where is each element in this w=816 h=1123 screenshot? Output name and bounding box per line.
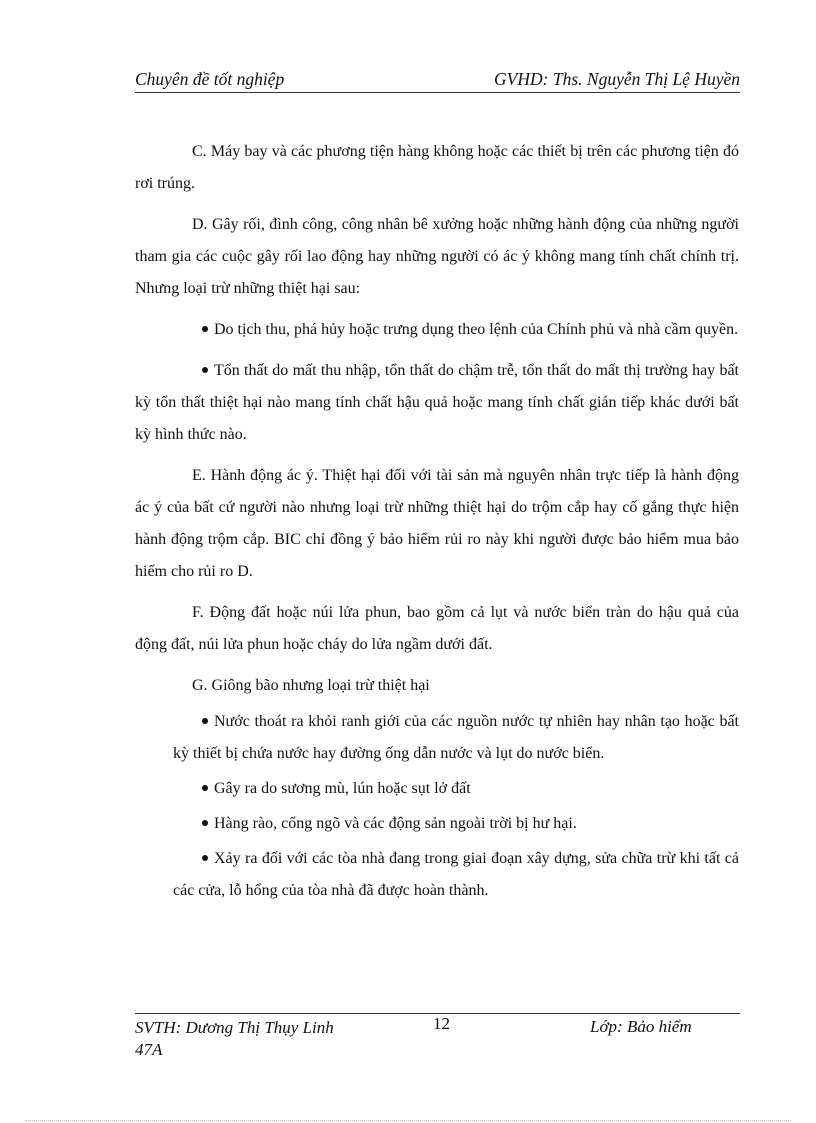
- list-item: [173, 773, 739, 805]
- bullet-text: Tổn thất do mất thu nhập, tổn thất do chậm trễ, tổn thất do mất thị trường hay bất kỳ tổn thất thiệt hại nào mang tính chất hậu quả hoặc mang tính chất gián tiếp khác dưới bất kỳ hình thức nào.: [135, 362, 739, 443]
- bullet-icon: [202, 367, 208, 373]
- bullet-icon: [202, 718, 208, 724]
- footer-student-class: 47A: [135, 1040, 163, 1059]
- page-number: 12: [433, 1014, 450, 1033]
- bullet-icon: [202, 785, 208, 791]
- list-item: [173, 843, 739, 907]
- paragraph-d: D. Gây rối, đình công, công nhân bê xưởng hoặc những hành động của những người tham gia các cuộc gây rối lao động hay những người có ác ý không mang tính chất chính trị. Nhưng loại trừ những thiệt hại sau:: [135, 216, 739, 297]
- list-item: [135, 314, 739, 346]
- bullet-icon: [202, 326, 208, 332]
- bullet-text: Do tịch thu, phá hủy hoặc trưng dụng theo lệnh của Chính phủ và nhà cầm quyền.: [214, 321, 739, 338]
- main-content: [135, 136, 739, 907]
- header-supervisor: GVHD: Ths. Nguyễn Thị Lệ Huyền: [494, 69, 740, 89]
- list-item: [173, 706, 739, 770]
- bullet-icon: [202, 855, 208, 861]
- list-item: [173, 808, 739, 840]
- list-item: [135, 355, 739, 451]
- header-thesis-title: Chuyên đề tốt nghiệp: [135, 69, 285, 89]
- paragraph-g: G. Giông bão nhưng loại trừ thiệt hại: [192, 677, 430, 694]
- bullet-text: Nước thoát ra khỏi ranh giới của các nguồn nước tự nhiên hay nhân tạo hoặc bất kỳ thiết bị chứa nước hay đường ống dẫn nước và lụt do nước biển.: [173, 713, 739, 762]
- bullet-text: Hàng rào, cổng ngõ và các động sản ngoài trời bị hư hại.: [214, 815, 577, 832]
- footer-student-name: SVTH: Dương Thị Thụy Linh: [135, 1018, 334, 1037]
- page-header: [135, 66, 740, 93]
- bullet-icon: [202, 820, 208, 826]
- page-bottom-divider: [25, 1120, 791, 1121]
- footer-class: Lớp: Bảo hiểm: [590, 1017, 692, 1036]
- paragraph-c: C. Máy bay và các phương tiện hàng không hoặc các thiết bị trên các phương tiện đó rơi trúng.: [135, 143, 739, 192]
- paragraph-e: E. Hành động ác ý. Thiệt hại đối với tài sản mà nguyên nhân trực tiếp là hành động ác ý của bất cứ người nào nhưng loại trừ những thiệt hại do trộm cắp hay cố gắng thực hiện hành động trộm cắp. BIC chỉ đồng ý bảo hiểm rủi ro này khi người được bảo hiểm mua bảo hiểm cho rủi ro D.: [135, 467, 739, 580]
- footer-student: [135, 1017, 385, 1061]
- bullet-text: Xảy ra đối với các tòa nhà đang trong giai đoạn xây dựng, sửa chữa trừ khi tất cả các cửa, lỗ hổng của tòa nhà đã được hoàn thành.: [173, 850, 739, 899]
- paragraph-f: F. Động đất hoặc núi lửa phun, bao gồm cả lụt và nước biển tràn do hậu quả của động đất, núi lửa phun hoặc cháy do lửa ngầm dưới đất.: [135, 604, 739, 653]
- bullet-text: Gây ra do sương mù, lún hoặc sụt lở đất: [214, 780, 471, 797]
